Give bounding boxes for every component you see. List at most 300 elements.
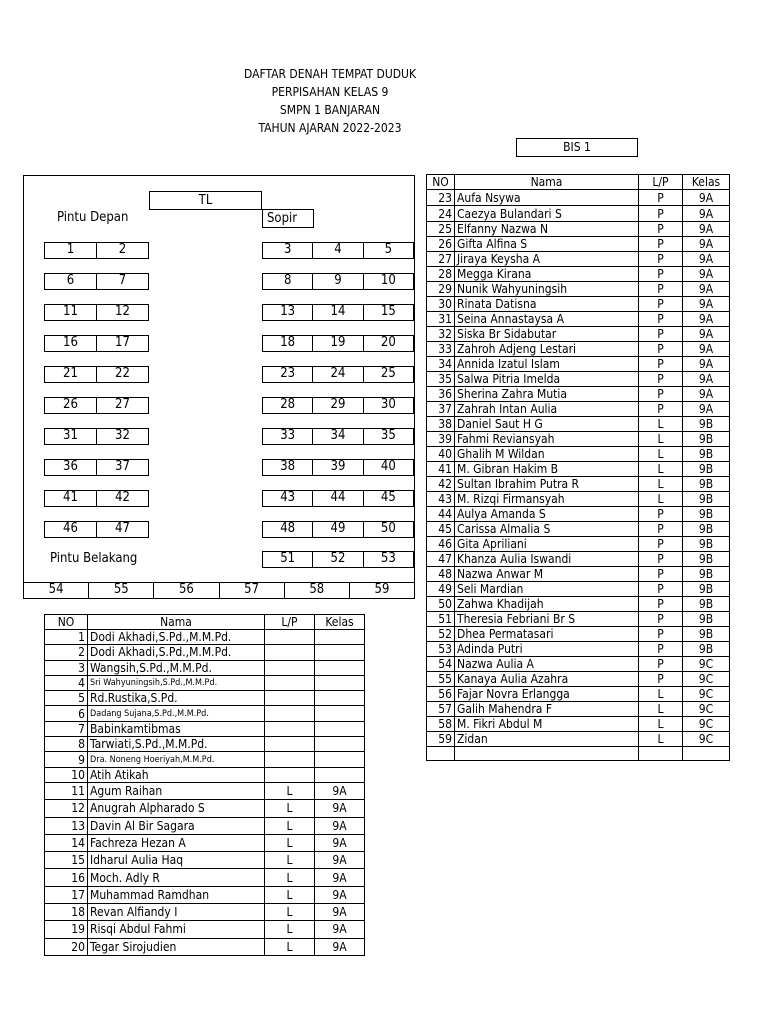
seat-number: 38: [263, 460, 313, 475]
table-row: [45, 869, 365, 886]
cell-nama: Seli Mardian: [455, 582, 639, 597]
cell-nama: Dodi Akhadi,S.Pd.,M.M.Pd.: [88, 630, 265, 645]
cell-kelas: 9A: [683, 327, 730, 342]
doc-title-line2: PERPISAHAN KELAS 9: [271, 85, 389, 99]
left-seat-row: [44, 304, 149, 321]
cell-nama: Atih Atikah: [88, 767, 265, 782]
cell-kelas: 9A: [315, 921, 365, 938]
cell-lp: L: [639, 432, 683, 447]
table-row: [45, 752, 365, 767]
cell-nama: Seina Annastaysa A: [455, 312, 639, 327]
table-row: [45, 630, 365, 645]
cell-lp: P: [639, 672, 683, 687]
seat-number: 25: [380, 366, 396, 381]
cell-kelas: 9A: [315, 938, 365, 955]
cell-nama: Anugrah Alpharado S: [88, 800, 265, 817]
seat-number: 27: [115, 397, 130, 412]
table-row: [427, 432, 730, 447]
seat-number: 45: [380, 490, 396, 505]
col-no: NO: [427, 175, 455, 190]
cell-no: 1: [45, 630, 88, 645]
cell-no: 59: [427, 732, 455, 747]
cell-kelas: 9A: [683, 387, 730, 402]
cell-kelas: [315, 737, 365, 752]
cell-kelas: 9A: [683, 357, 730, 372]
cell-nama: Rd.Rustika,S.Pd.: [88, 691, 265, 706]
seat-number: 33: [263, 429, 313, 444]
cell-nama: Kanaya Aulia Azahra: [455, 672, 639, 687]
cell-no: 30: [427, 297, 455, 312]
cell-no: 46: [427, 537, 455, 552]
cell-lp: L: [639, 477, 683, 492]
cell-lp: L: [639, 492, 683, 507]
seat-number: 44: [313, 491, 363, 506]
cell-lp: [265, 752, 315, 767]
seat-number: 4: [313, 243, 363, 258]
cell-no: 23: [427, 190, 455, 206]
cell-kelas: [315, 752, 365, 767]
cell-nama: Muhammad Ramdhan: [88, 886, 265, 903]
table-row: [427, 402, 730, 417]
cell-kelas: 9A: [683, 190, 730, 206]
cell-kelas: 9B: [683, 552, 730, 567]
cell-lp: [639, 747, 683, 761]
cell-lp: L: [639, 687, 683, 702]
seat-number: 48: [263, 522, 313, 537]
cell-lp: L: [639, 702, 683, 717]
cell-lp: L: [639, 732, 683, 747]
seat-number: 49: [313, 522, 363, 537]
cell-no: 31: [427, 312, 455, 327]
table-row: [427, 417, 730, 432]
cell-lp: L: [265, 938, 315, 955]
cell-nama: Nunik Wahyuningsih: [455, 282, 639, 297]
cell-kelas: 9A: [315, 886, 365, 903]
table-row: [427, 567, 730, 582]
cell-lp: [265, 660, 315, 675]
seat-number: 13: [263, 305, 313, 320]
cell-kelas: 9C: [683, 672, 730, 687]
table-row: [45, 852, 365, 869]
cell-no: 29: [427, 282, 455, 297]
table-row: [427, 327, 730, 342]
right-seat-row: [262, 428, 414, 445]
cell-kelas: 9A: [683, 252, 730, 267]
cell-nama: Tegar Sirojudien: [88, 938, 265, 955]
seat-number: 32: [115, 428, 130, 443]
seat-number: 23: [263, 367, 313, 382]
cell-nama: Aulya Amanda S: [455, 507, 639, 522]
cell-lp: P: [639, 237, 683, 252]
cell-lp: P: [639, 642, 683, 657]
right-seat-row: [262, 397, 414, 414]
cell-no: 14: [45, 834, 88, 851]
cell-kelas: 9A: [315, 869, 365, 886]
back-door-label: Pintu Belakang: [50, 551, 138, 566]
companion-table: [44, 614, 365, 956]
seat-number: 29: [313, 398, 363, 413]
left-seat-row: [44, 397, 149, 414]
cell-kelas: 9C: [683, 657, 730, 672]
seat-number: 15: [380, 304, 396, 319]
table-row: [427, 507, 730, 522]
cell-lp: L: [265, 921, 315, 938]
cell-nama: Theresia Febriani Br S: [455, 612, 639, 627]
table-row: [427, 702, 730, 717]
cell-no: [427, 747, 455, 761]
cell-nama: Tarwiati,S.Pd.,M.M.Pd.: [88, 737, 265, 752]
seat-number: 52: [313, 552, 363, 567]
cell-no: 7: [45, 721, 88, 736]
cell-lp: P: [639, 312, 683, 327]
cell-lp: [265, 737, 315, 752]
col-lp: L/P: [265, 615, 315, 630]
bus-label: BIS 1: [516, 138, 638, 157]
cell-nama: Nazwa Aulia A: [455, 657, 639, 672]
table-row: [427, 552, 730, 567]
table-row: [45, 834, 365, 851]
cell-no: 49: [427, 582, 455, 597]
cell-kelas: 9B: [683, 507, 730, 522]
cell-nama: Sri Wahyuningsih,S.Pd.,M.M.Pd.: [88, 675, 265, 690]
cell-no: 35: [427, 372, 455, 387]
cell-kelas: 9A: [683, 222, 730, 237]
cell-no: 25: [427, 222, 455, 237]
seat-number: 10: [380, 273, 396, 288]
cell-nama: Idharul Aulia Haq: [88, 852, 265, 869]
table-row: [427, 252, 730, 267]
table-row: [45, 817, 365, 834]
table-row: [427, 687, 730, 702]
cell-no: 52: [427, 627, 455, 642]
cell-kelas: 9B: [683, 597, 730, 612]
cell-kelas: 9B: [683, 447, 730, 462]
table-row: [427, 297, 730, 312]
cell-nama: Galih Mahendra F: [455, 702, 639, 717]
cell-nama: Elfanny Nazwa N: [455, 222, 639, 237]
cell-kelas: 9A: [683, 402, 730, 417]
seat-number: 37: [115, 459, 130, 474]
left-seat-row: [44, 459, 149, 476]
cell-no: 41: [427, 462, 455, 477]
cell-no: 58: [427, 717, 455, 732]
cell-kelas: [315, 691, 365, 706]
right-seat-row: [262, 521, 414, 538]
cell-lp: P: [639, 252, 683, 267]
cell-no: 15: [45, 852, 88, 869]
student-table: [426, 174, 730, 761]
seat-number: 36: [45, 460, 97, 475]
cell-lp: P: [639, 597, 683, 612]
table-row: [427, 282, 730, 297]
seat-number: 41: [45, 491, 97, 506]
cell-nama: Fajar Novra Erlangga: [455, 687, 639, 702]
cell-kelas: 9C: [683, 702, 730, 717]
doc-title-line3: SMPN 1 BANJARAN: [279, 103, 381, 117]
table-row: [427, 237, 730, 252]
cell-nama: Zahrah Intan Aulia: [455, 402, 639, 417]
cell-no: 48: [427, 567, 455, 582]
cell-lp: L: [639, 717, 683, 732]
cell-nama: Nazwa Anwar M: [455, 567, 639, 582]
cell-no: 2: [45, 645, 88, 660]
table-row: [427, 582, 730, 597]
right-seat-row: [262, 459, 414, 476]
cell-lp: P: [639, 537, 683, 552]
cell-kelas: [315, 767, 365, 782]
table-row: [45, 691, 365, 706]
cell-no: 33: [427, 342, 455, 357]
seat-number: 42: [115, 490, 130, 505]
cell-lp: P: [639, 297, 683, 312]
cell-nama: M. Rizqi Firmansyah: [455, 492, 639, 507]
seat-number: 9: [313, 274, 363, 289]
table-row: [45, 660, 365, 675]
seat-number: 7: [118, 273, 127, 288]
seat-number: 3: [263, 243, 313, 258]
cell-kelas: 9A: [315, 782, 365, 799]
cell-no: 26: [427, 237, 455, 252]
cell-lp: L: [639, 462, 683, 477]
cell-kelas: 9A: [683, 282, 730, 297]
cell-lp: P: [639, 612, 683, 627]
seat-number: 30: [380, 397, 396, 412]
seat-number: 12: [115, 304, 130, 319]
cell-lp: [265, 630, 315, 645]
cell-kelas: [315, 660, 365, 675]
cell-lp: L: [265, 904, 315, 921]
cell-no: 54: [427, 657, 455, 672]
seat-number: 20: [380, 335, 396, 350]
cell-lp: P: [639, 206, 683, 222]
seat-number: 19: [313, 336, 363, 351]
seat-number: 43: [263, 491, 313, 506]
cell-lp: [265, 721, 315, 736]
right-seat-row: [262, 490, 414, 507]
cell-lp: L: [265, 869, 315, 886]
cell-nama: Babinkamtibmas: [88, 721, 265, 736]
cell-no: 38: [427, 417, 455, 432]
cell-nama: Sultan Ibrahim Putra R: [455, 477, 639, 492]
cell-lp: P: [639, 552, 683, 567]
seat-number: 40: [380, 459, 396, 474]
cell-no: 17: [45, 886, 88, 903]
cell-kelas: [315, 675, 365, 690]
table-row: [427, 657, 730, 672]
cell-no: 13: [45, 817, 88, 834]
table-row: [427, 672, 730, 687]
cell-kelas: 9A: [683, 297, 730, 312]
cell-nama: Carissa Almalia S: [455, 522, 639, 537]
cell-no: 37: [427, 402, 455, 417]
cell-nama: [455, 747, 639, 761]
right-seat-row: [262, 366, 414, 383]
cell-lp: L: [265, 782, 315, 799]
cell-lp: P: [639, 522, 683, 537]
cell-kelas: 9B: [683, 432, 730, 447]
seat-number: 51: [263, 552, 313, 567]
cell-no: 16: [45, 869, 88, 886]
cell-nama: M. Fikri Abdul M: [455, 717, 639, 732]
cell-nama: Dadang Sujana,S.Pd.,M.M.Pd.: [88, 706, 265, 721]
cell-lp: L: [265, 834, 315, 851]
cell-kelas: 9A: [315, 834, 365, 851]
cell-kelas: 9A: [683, 267, 730, 282]
table-row: [45, 737, 365, 752]
cell-nama: Davin Al Bir Sagara: [88, 817, 265, 834]
cell-no: 12: [45, 800, 88, 817]
cell-lp: P: [639, 567, 683, 582]
cell-nama: Salwa Pitria Imelda: [455, 372, 639, 387]
cell-nama: Dodi Akhadi,S.Pd.,M.M.Pd.: [88, 645, 265, 660]
cell-kelas: 9C: [683, 687, 730, 702]
seat-number: 18: [263, 336, 313, 351]
cell-kelas: 9B: [683, 462, 730, 477]
table-row: [427, 477, 730, 492]
cell-kelas: 9A: [683, 342, 730, 357]
cell-kelas: 9A: [315, 817, 365, 834]
left-seat-row: [44, 428, 149, 445]
seat-number: 50: [380, 521, 396, 536]
table-row: [427, 190, 730, 206]
table-row: [45, 645, 365, 660]
cell-kelas: [315, 630, 365, 645]
cell-kelas: 9B: [683, 477, 730, 492]
seat-number: 8: [263, 274, 313, 289]
cell-kelas: [315, 645, 365, 660]
table-row: [427, 342, 730, 357]
cell-nama: Zahroh Adjeng Lestari: [455, 342, 639, 357]
cell-lp: L: [639, 417, 683, 432]
table-row: [427, 222, 730, 237]
cell-lp: P: [639, 657, 683, 672]
cell-kelas: 9B: [683, 537, 730, 552]
cell-nama: Agum Raihan: [88, 782, 265, 799]
col-kelas: Kelas: [683, 175, 730, 190]
table-row: [427, 597, 730, 612]
cell-no: 32: [427, 327, 455, 342]
cell-lp: P: [639, 627, 683, 642]
cell-kelas: 9B: [683, 567, 730, 582]
cell-no: 56: [427, 687, 455, 702]
cell-no: 45: [427, 522, 455, 537]
seat-number: 14: [313, 305, 363, 320]
seat-number: 24: [313, 367, 363, 382]
cell-kelas: [315, 721, 365, 736]
table-row: [427, 387, 730, 402]
col-kelas: Kelas: [315, 615, 365, 630]
cell-kelas: 9A: [683, 372, 730, 387]
table-row: [45, 675, 365, 690]
right-seat-row: [262, 304, 414, 321]
seat-number: 22: [115, 366, 130, 381]
cell-lp: P: [639, 507, 683, 522]
cell-lp: L: [265, 800, 315, 817]
table-row: [45, 767, 365, 782]
table-row: [427, 372, 730, 387]
seat-number: 21: [45, 367, 97, 382]
cell-no: 6: [45, 706, 88, 721]
left-seat-row: [44, 273, 149, 290]
cell-lp: P: [639, 582, 683, 597]
cell-lp: [265, 675, 315, 690]
cell-no: 36: [427, 387, 455, 402]
cell-no: 39: [427, 432, 455, 447]
cell-lp: P: [639, 267, 683, 282]
seat-number: 26: [45, 398, 97, 413]
seat-number: 53: [380, 551, 396, 566]
right-seat-row: [262, 551, 414, 568]
cell-nama: Khanza Aulia Iswandi: [455, 552, 639, 567]
tl-seat: TL: [149, 191, 262, 210]
cell-kelas: 9C: [683, 732, 730, 747]
cell-no: 42: [427, 477, 455, 492]
left-seat-row: [44, 242, 149, 259]
cell-no: 57: [427, 702, 455, 717]
cell-no: 3: [45, 660, 88, 675]
seat-number: 46: [45, 522, 97, 537]
seat-number: 34: [313, 429, 363, 444]
cell-nama: Wangsih,S.Pd.,M.M.Pd.: [88, 660, 265, 675]
col-nama: Nama: [455, 175, 639, 190]
cell-lp: P: [639, 222, 683, 237]
left-seat-row: [44, 335, 149, 352]
right-seat-row: [262, 273, 414, 290]
cell-nama: Gifta Alfina S: [455, 237, 639, 252]
cell-no: 43: [427, 492, 455, 507]
table-row: [45, 886, 365, 903]
table-row: [45, 904, 365, 921]
cell-nama: Aufa Nsywa: [455, 190, 639, 206]
cell-no: 27: [427, 252, 455, 267]
cell-kelas: 9B: [683, 642, 730, 657]
cell-no: 5: [45, 691, 88, 706]
back-seat-row: [23, 582, 415, 599]
cell-nama: Rinata Datisna: [455, 297, 639, 312]
seat-number: 1: [45, 243, 97, 258]
cell-no: 4: [45, 675, 88, 690]
cell-kelas: 9B: [683, 522, 730, 537]
cell-no: 8: [45, 737, 88, 752]
table-row: [45, 782, 365, 799]
cell-kelas: 9A: [315, 852, 365, 869]
cell-nama: Megga Kirana: [455, 267, 639, 282]
seat-number: 16: [45, 336, 97, 351]
cell-lp: P: [639, 402, 683, 417]
cell-nama: Zidan: [455, 732, 639, 747]
table-row: [427, 357, 730, 372]
cell-no: 18: [45, 904, 88, 921]
cell-nama: Annida Izatul Islam: [455, 357, 639, 372]
table-row: [427, 206, 730, 222]
cell-lp: [265, 706, 315, 721]
seat-number: 54: [24, 583, 89, 598]
cell-lp: L: [265, 852, 315, 869]
table-row: [45, 706, 365, 721]
cell-lp: P: [639, 282, 683, 297]
cell-kelas: [315, 706, 365, 721]
cell-kelas: 9A: [315, 800, 365, 817]
table-row: [427, 747, 730, 761]
cell-lp: P: [639, 190, 683, 206]
left-seat-row: [44, 521, 149, 538]
cell-no: 34: [427, 357, 455, 372]
doc-title-line1: DAFTAR DENAH TEMPAT DUDUK: [243, 67, 417, 81]
cell-no: 50: [427, 597, 455, 612]
cell-nama: Dhea Permatasari: [455, 627, 639, 642]
table-row: [427, 267, 730, 282]
cell-lp: P: [639, 357, 683, 372]
